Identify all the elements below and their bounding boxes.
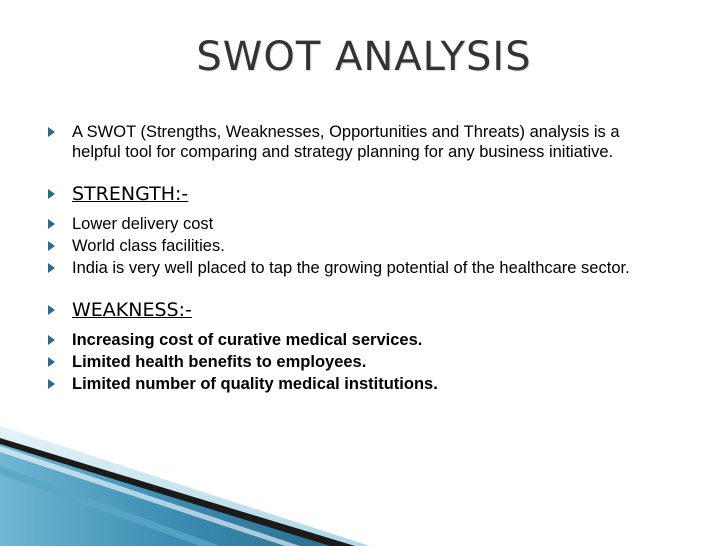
weakness-heading xyxy=(48,298,668,322)
bullet-arrow-icon xyxy=(48,305,55,315)
strength-item xyxy=(48,214,668,234)
slide-content xyxy=(48,122,668,396)
bullet-arrow-icon xyxy=(48,127,55,137)
weakness-item-text: Limited number of quality medical institutions. xyxy=(72,375,438,393)
intro-bullet xyxy=(48,122,668,162)
slide-title: SWOT ANALYSIS xyxy=(196,34,532,80)
strength-item xyxy=(48,258,668,278)
bullet-arrow-icon xyxy=(48,241,55,251)
bullet-arrow-icon xyxy=(48,263,55,273)
strength-item-text: Lower delivery cost xyxy=(72,215,214,233)
weakness-heading-text: WEAKNESS:- xyxy=(72,299,192,321)
strength-heading xyxy=(48,182,668,206)
weakness-item-text: Increasing cost of curative medical services. xyxy=(72,331,423,349)
strength-item xyxy=(48,236,668,256)
weakness-item xyxy=(48,352,668,372)
decorative-swoosh xyxy=(0,416,728,546)
strength-heading-text: STRENGTH:- xyxy=(72,183,189,205)
bullet-arrow-icon xyxy=(48,357,55,367)
bullet-arrow-icon xyxy=(48,335,55,345)
strength-item-text: India is very well placed to tap the growing potential of the healthcare sector. xyxy=(72,259,630,277)
bullet-arrow-icon xyxy=(48,379,55,389)
intro-text: A SWOT (Strengths, Weaknesses, Opportunities and Threats) analysis is a helpful tool for comparing and strategy planning for any business initiative. xyxy=(72,123,620,161)
strength-item-text: World class facilities. xyxy=(72,237,225,255)
weakness-item xyxy=(48,374,668,394)
bullet-arrow-icon xyxy=(48,189,55,199)
weakness-item-text: Limited health benefits to employees. xyxy=(72,353,367,371)
weakness-item xyxy=(48,330,668,350)
bullet-arrow-icon xyxy=(48,219,55,229)
